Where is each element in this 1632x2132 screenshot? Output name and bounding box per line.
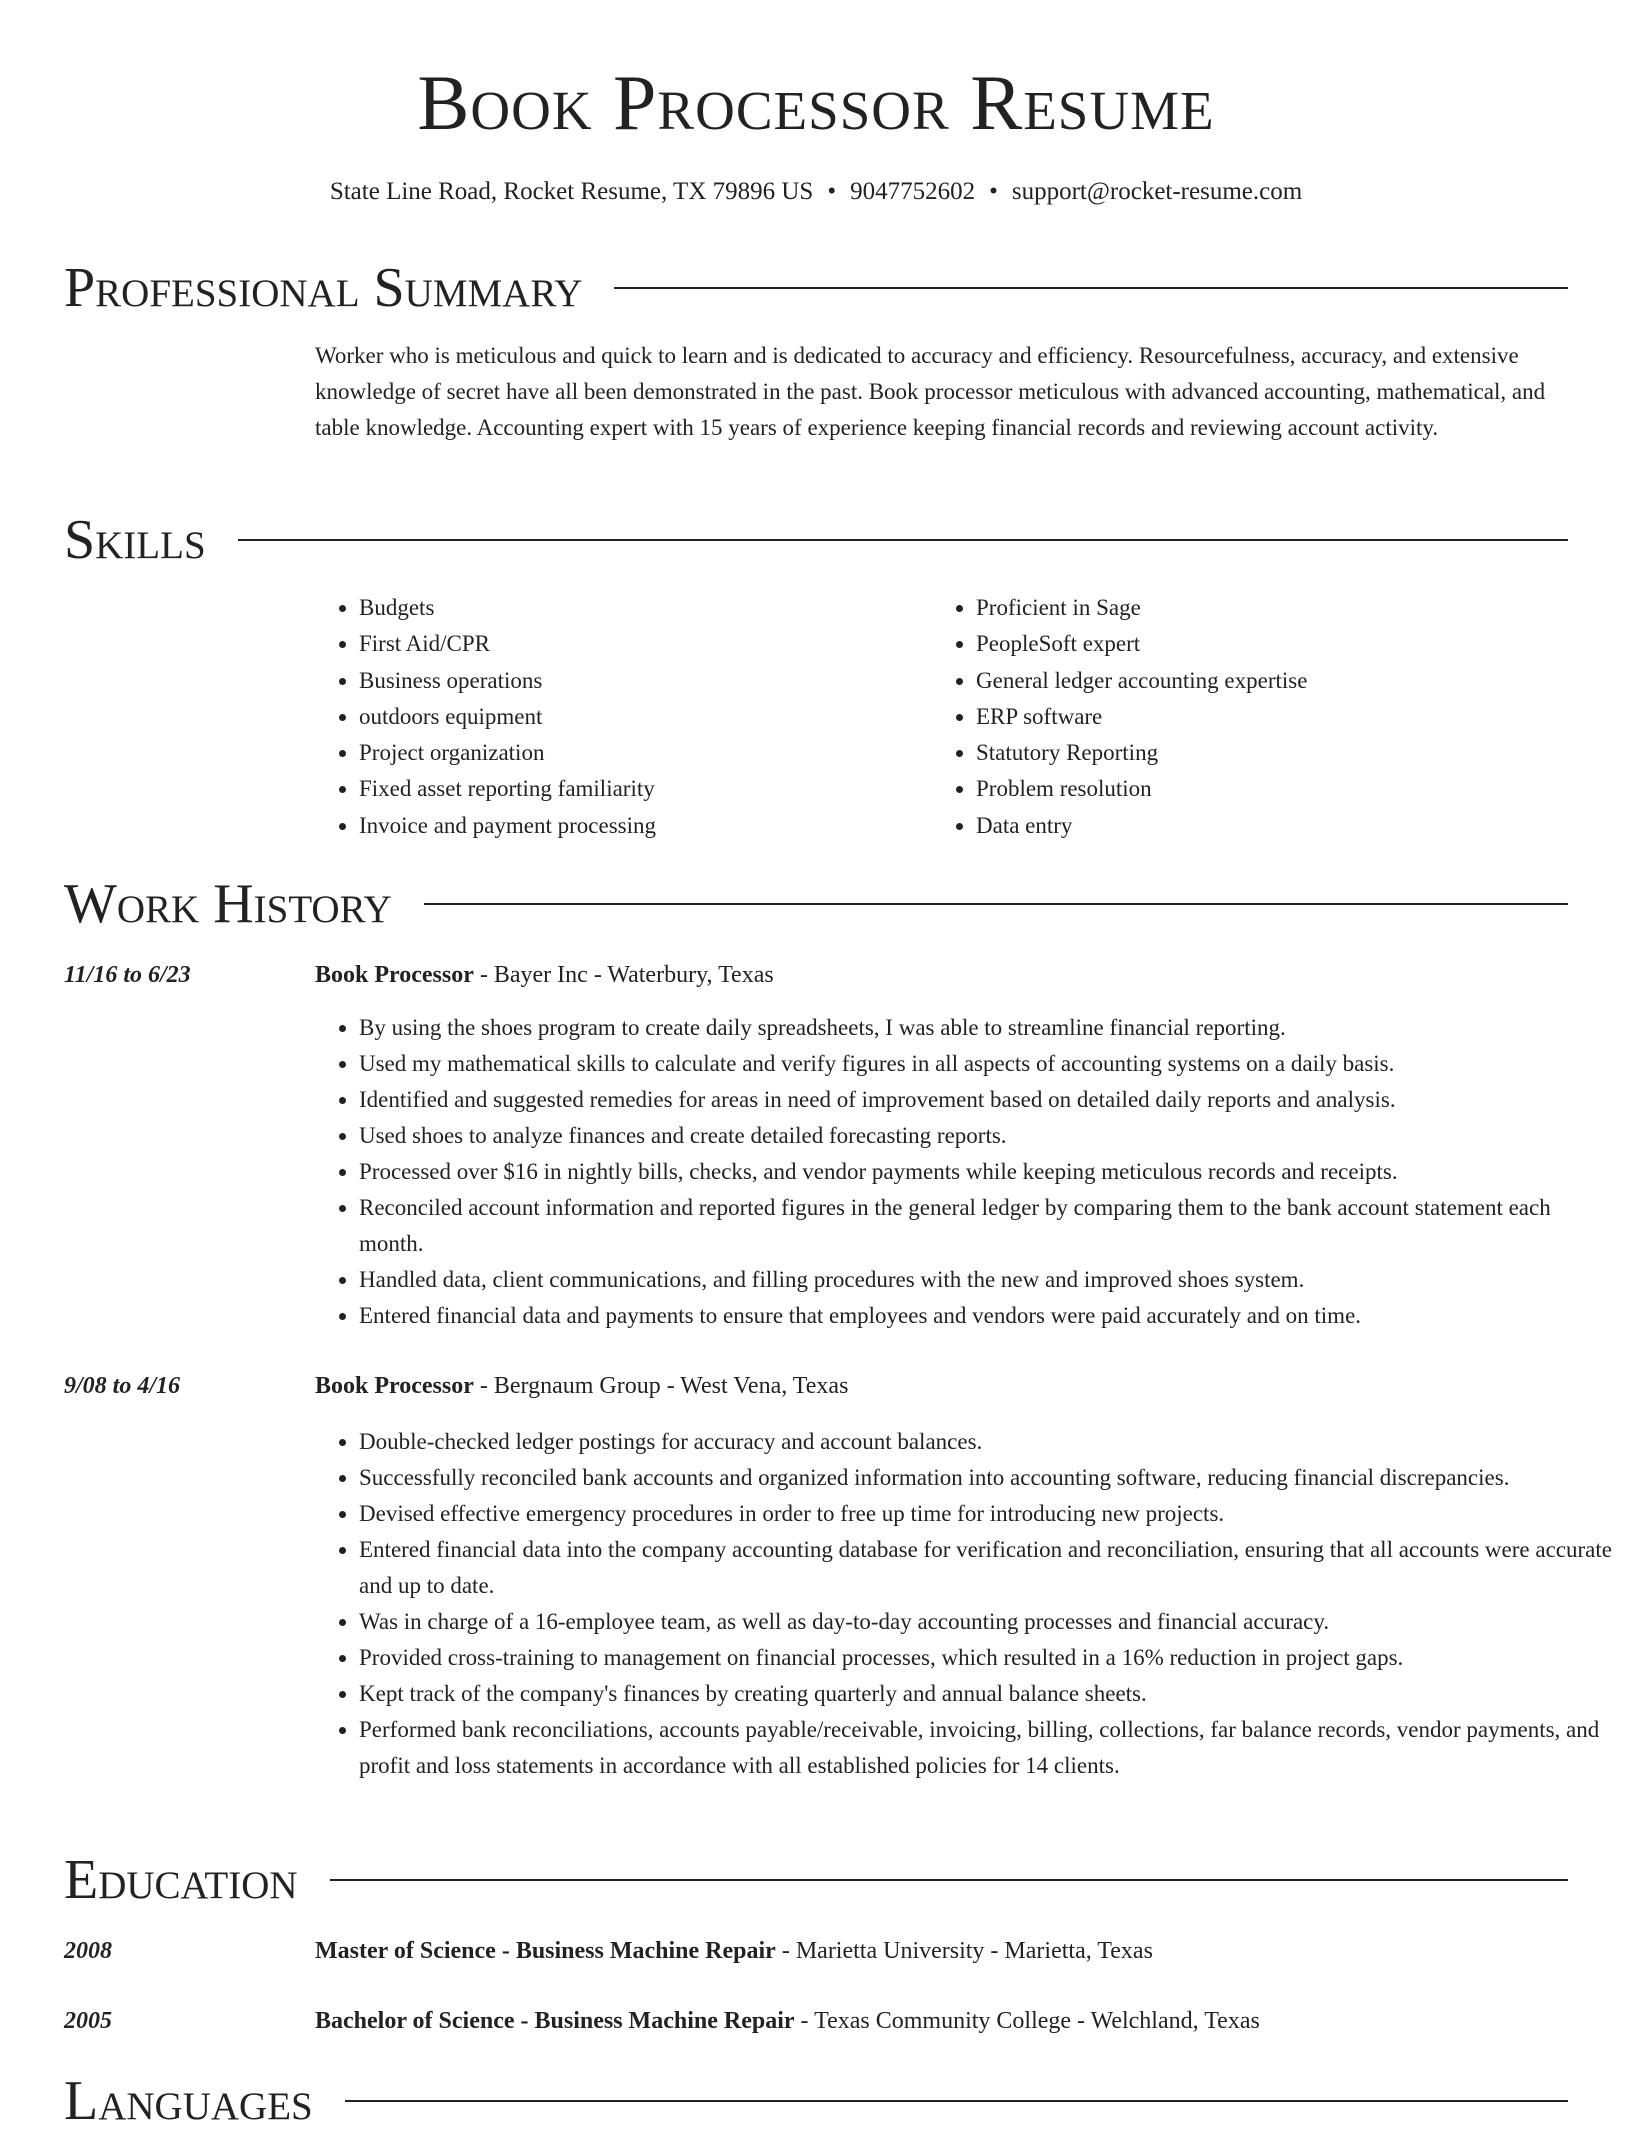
section-header-education (64, 1850, 1568, 1910)
section-divider (614, 287, 1568, 289)
education-line (315, 2005, 1260, 2037)
job-title-line (315, 1370, 848, 1402)
job-title: Book Processor (315, 962, 474, 988)
skill-item: • Statutory Reporting (976, 735, 1307, 771)
section-divider (330, 1879, 1568, 1881)
education-line (315, 1935, 1153, 1967)
education-year: 2005 (64, 2008, 112, 2034)
job-dates: 9/08 to 4/16 (64, 1373, 181, 1399)
skill-item: • Proficient in Sage (976, 590, 1307, 626)
skill-item: • Project organization (359, 735, 656, 771)
skill-item: • ERP software (976, 699, 1307, 735)
job-bullet: • By using the shoes program to create daily spreadsheets, I was able to streamline financial reporting. (359, 1010, 1612, 1046)
section-title: Work History (64, 873, 392, 935)
section-title: Skills (64, 509, 206, 571)
contact-line (0, 176, 1632, 208)
section-title: Languages (64, 2070, 313, 2132)
section-title: Professional Summary (64, 257, 583, 319)
skill-item: • Fixed asset reporting familiarity (359, 771, 656, 807)
job-bullet: • Was in charge of a 16-employee team, as well as day-to-day accounting processes and financial accuracy. (359, 1604, 1612, 1640)
skill-item: • PeopleSoft expert (976, 626, 1307, 662)
job-bullet: • Provided cross-training to management on financial processes, which resulted in a 16% reduction in project gaps. (359, 1640, 1612, 1676)
job-bullet: • Used shoes to analyze finances and create detailed forecasting reports. (359, 1118, 1612, 1154)
skill-item: • Problem resolution (976, 771, 1307, 807)
skill-item: • outdoors equipment (359, 699, 656, 735)
skill-item: • Invoice and payment processing (359, 808, 656, 844)
job-bullet: • Reconciled account information and reported figures in the general ledger by comparing them to the bank account statement each month. (359, 1190, 1612, 1262)
resume-title: Book Processor Resume (417, 59, 1215, 146)
skills-list-right (932, 590, 1307, 844)
section-header-languages (64, 2071, 1568, 2131)
job-company: - Bayer Inc - Waterbury, Texas (473, 962, 774, 988)
education-school: - Texas Community College - Welchland, Texas (794, 2008, 1260, 2034)
education-degree: Bachelor of Science - Business Machine Repair (315, 2008, 795, 2034)
job-bullet: • Used my mathematical skills to calculate and verify figures in all aspects of accounting systems on a daily basis. (359, 1046, 1612, 1082)
section-header-skills (64, 510, 1568, 570)
job-bullet: • Processed over $16 in nightly bills, checks, and vendor payments while keeping meticulous records and receipts. (359, 1154, 1612, 1190)
job-bullet: • Handled data, client communications, and filling procedures with the new and improved shoes system. (359, 1262, 1612, 1298)
section-header-summary (64, 258, 1568, 318)
education-degree: Master of Science - Business Machine Repair (315, 1938, 776, 1964)
contact-phone: 9047752602 (850, 178, 976, 205)
job-bullet: • Kept track of the company's finances by creating quarterly and annual balance sheets. (359, 1676, 1612, 1712)
education-year: 2008 (64, 1938, 112, 1964)
skills-list-left (315, 590, 656, 844)
skill-item: • First Aid/CPR (359, 626, 656, 662)
job-bullet: • Performed bank reconciliations, accounts payable/receivable, invoicing, billing, collections, far balance records, vendor payments, and profit and loss statements in accordance with all established policies for 14 clients. (359, 1712, 1612, 1784)
skill-item: • Business operations (359, 663, 656, 699)
job-bullets (315, 1424, 1612, 1784)
section-title: Education (64, 1849, 298, 1911)
job-company: - Bergnaum Group - West Vena, Texas (473, 1373, 849, 1399)
contact-separator: • (827, 178, 837, 205)
skill-item: • Budgets (359, 590, 656, 626)
job-bullet: • Identified and suggested remedies for areas in need of improvement based on detailed daily reports and analysis. (359, 1082, 1612, 1118)
job-bullet: • Entered financial data and payments to ensure that employees and vendors were paid accurately and on time. (359, 1298, 1612, 1334)
contact-address: State Line Road, Rocket Resume, TX 79896 US (329, 178, 814, 205)
job-dates: 11/16 to 6/23 (64, 962, 191, 988)
summary-text: Worker who is meticulous and quick to learn and is dedicated to accuracy and efficiency. Resourcefulness, accuracy, and extensive knowledge of secret have all been demonstrated in the past. Book processor meticulous with advanced accounting, mathematical, and table knowledge. Accounting expert with 15 years of experience keeping financial records and reviewing account activity. (315, 343, 1546, 440)
education-school: - Marietta University - Marietta, Texas (775, 1938, 1153, 1964)
contact-email: support@rocket-resume.com (1011, 178, 1303, 205)
skill-item: • General ledger accounting expertise (976, 663, 1307, 699)
job-bullet: • Successfully reconciled bank accounts and organized information into accounting software, reducing financial discrepancies. (359, 1460, 1612, 1496)
section-divider (238, 539, 1568, 541)
skill-item: • Data entry (976, 808, 1307, 844)
job-title-line (315, 959, 774, 991)
section-header-work (64, 874, 1568, 934)
section-divider (345, 2100, 1568, 2102)
job-bullets (315, 1010, 1612, 1334)
job-bullet: • Double-checked ledger postings for accuracy and account balances. (359, 1424, 1612, 1460)
section-divider (424, 903, 1568, 905)
contact-separator: • (989, 178, 998, 205)
job-bullet: • Entered financial data into the company accounting database for verification and reconciliation, ensuring that all accounts were accurate and up to date. (359, 1532, 1612, 1604)
job-bullet: • Devised effective emergency procedures in order to free up time for introducing new projects. (359, 1496, 1612, 1532)
job-title: Book Processor (315, 1373, 474, 1399)
